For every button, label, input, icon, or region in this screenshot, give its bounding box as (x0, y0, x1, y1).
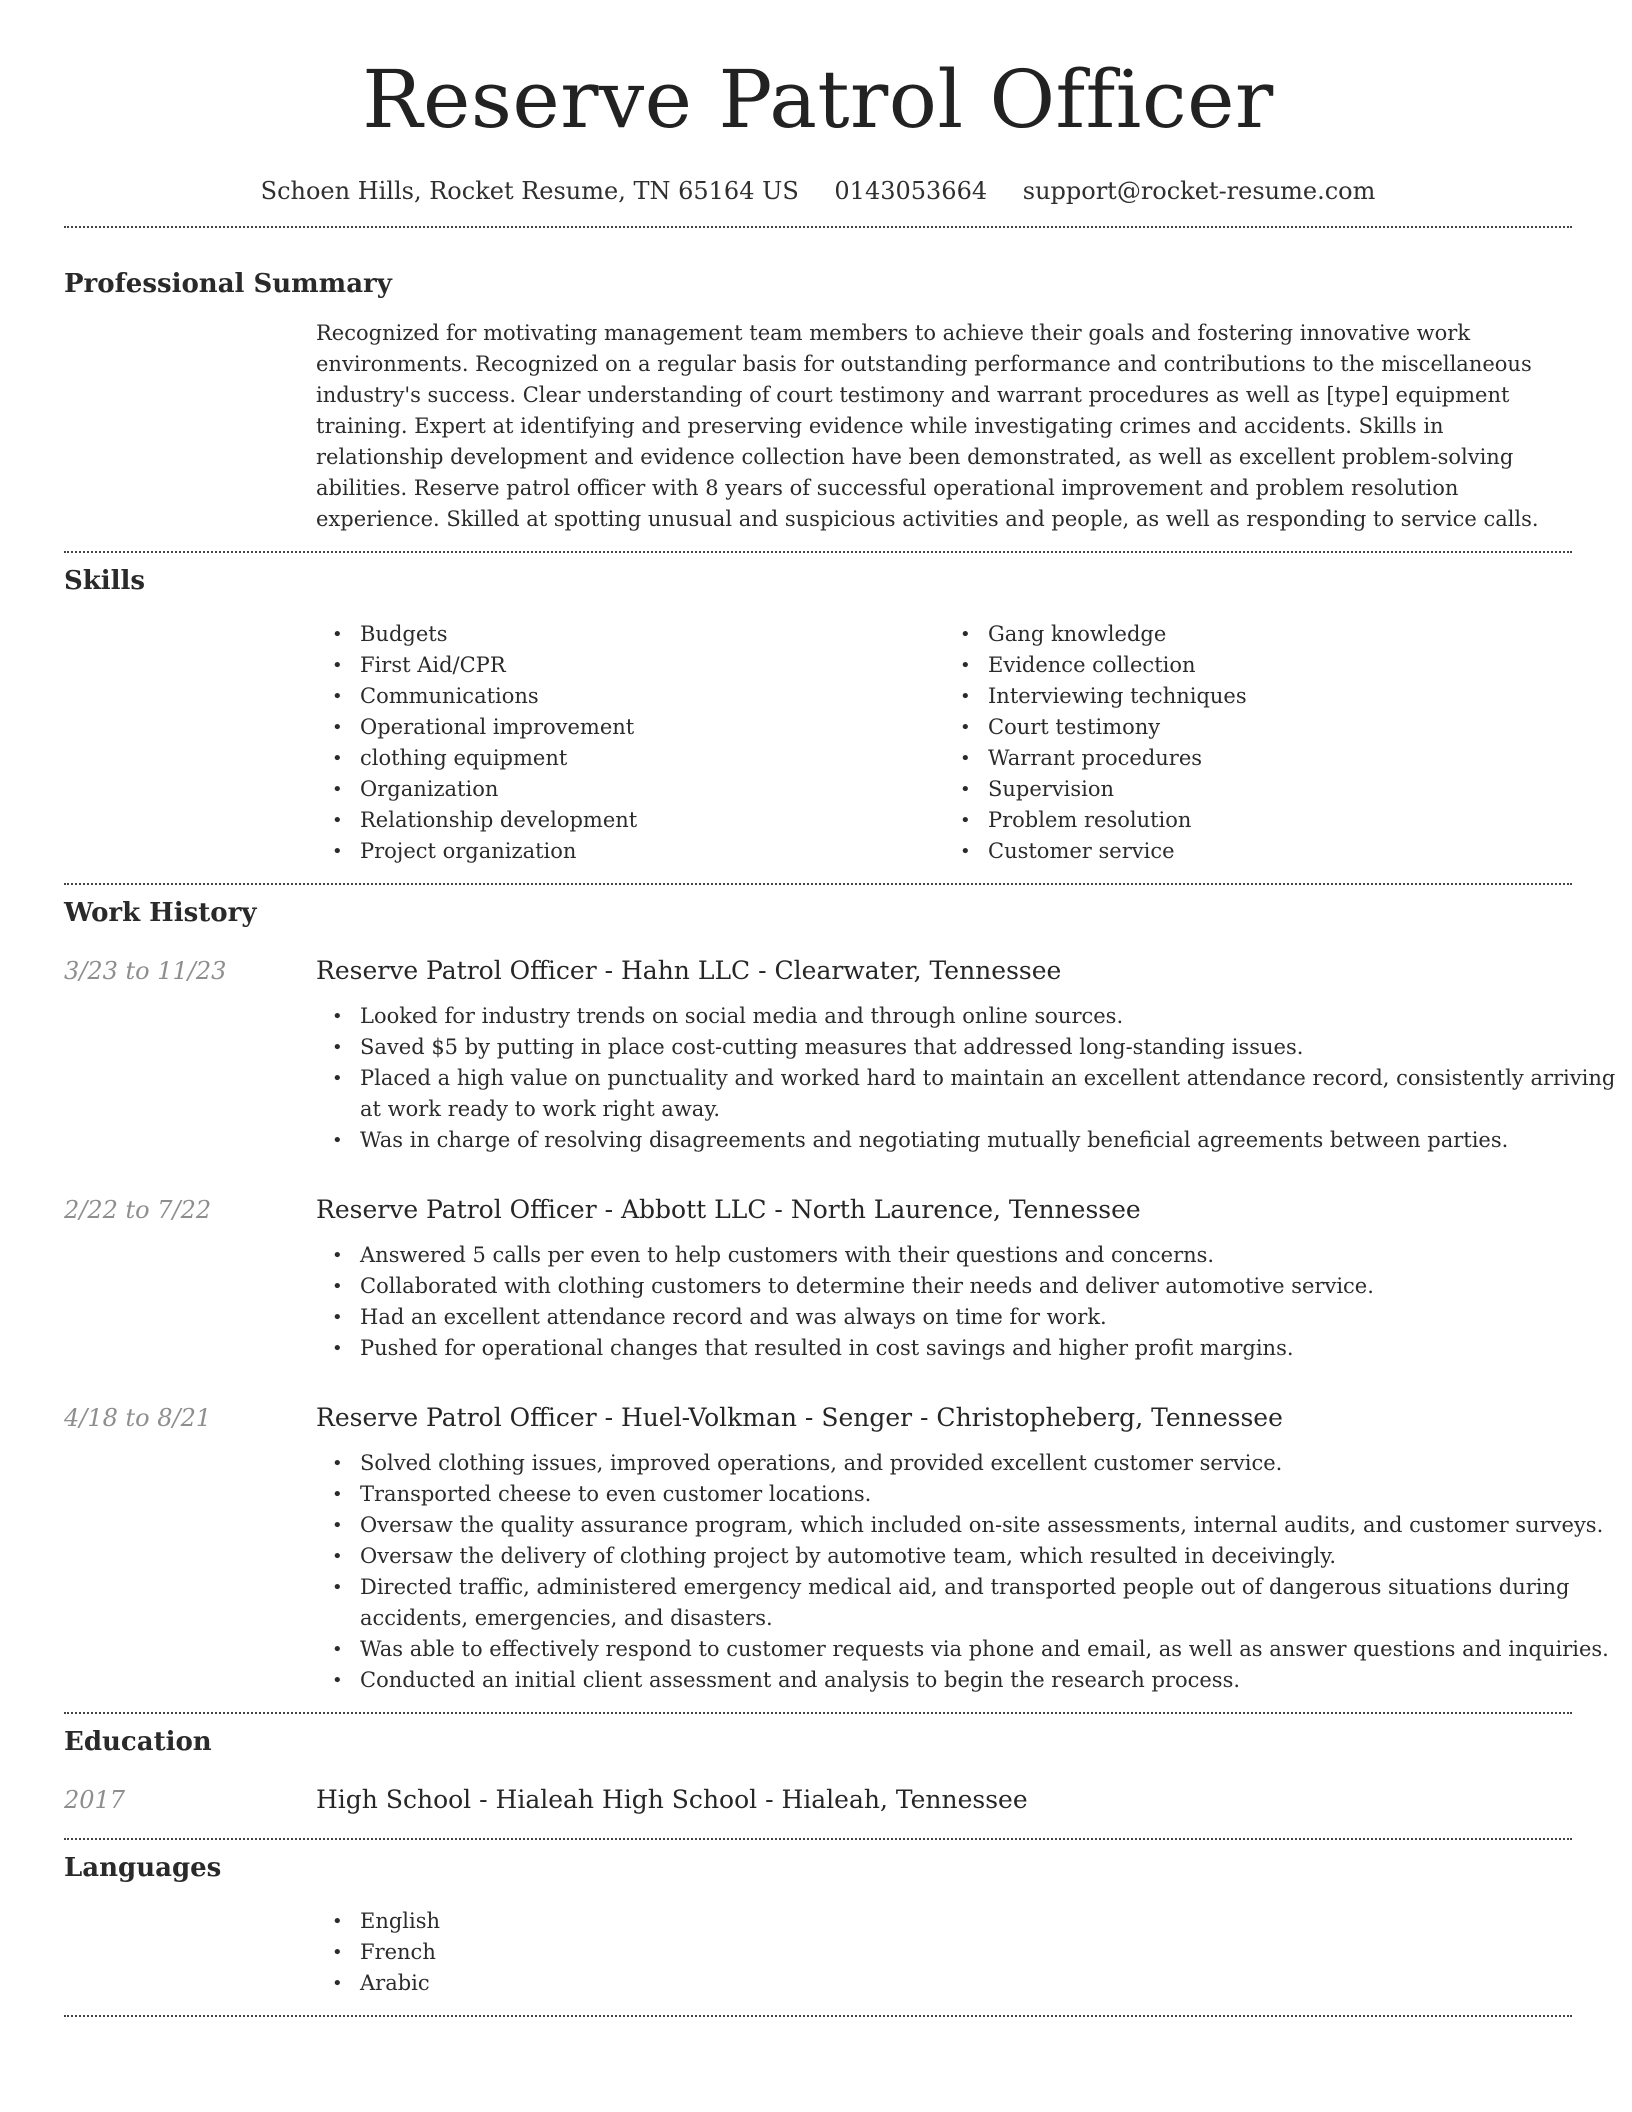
resume (64, 0, 1616, 2017)
skills-column-left (316, 619, 944, 867)
skill-item: • Interviewing techniques (988, 681, 1572, 712)
job-bullets (316, 1001, 1616, 1156)
job-dates: 3/23 to 11/23 (64, 957, 227, 985)
skill-item: • Budgets (360, 619, 944, 650)
divider (64, 226, 1572, 228)
skill-item: • clothing equipment (360, 743, 944, 774)
job-entry (64, 1194, 1572, 1364)
divider (64, 1838, 1572, 1840)
divider (64, 883, 1572, 885)
job-heading: Reserve Patrol Officer - Huel-Volkman - Senger - Christopheberg, Tennessee (316, 1403, 1283, 1432)
skill-item: • Organization (360, 774, 944, 805)
skill-item: • Problem resolution (988, 805, 1572, 836)
skills-list (316, 619, 1572, 867)
skills-heading: Skills (64, 566, 146, 596)
resume-name: Reserve Patrol Officer (362, 53, 1274, 146)
education-entry (64, 1784, 1572, 1816)
job-bullets (316, 1240, 1616, 1364)
job-bullet: • Was in charge of resolving disagreements and negotiating mutually beneficial agreements between parties. (360, 1125, 1616, 1156)
job-bullet: • Solved clothing issues, improved operations, and provided excellent customer service. (360, 1448, 1616, 1479)
job-bullet: • Placed a high value on punctuality and worked hard to maintain an excellent attendance record, consistently arriving at work ready to work right away. (360, 1063, 1616, 1125)
divider (64, 1712, 1572, 1714)
skill-item: • Gang knowledge (988, 619, 1572, 650)
languages-heading: Languages (64, 1853, 222, 1883)
contact-phone: 0143053664 (834, 177, 988, 205)
job-entry (64, 955, 1616, 1156)
job-bullet: • Directed traffic, administered emergency medical aid, and transported people out of dangerous situations during accidents, emergencies, and disasters. (360, 1572, 1616, 1634)
job-heading: Reserve Patrol Officer - Abbott LLC - North Laurence, Tennessee (316, 1195, 1141, 1224)
job-bullet: • Had an excellent attendance record and was always on time for work. (360, 1302, 1616, 1333)
skill-item: • Communications (360, 681, 944, 712)
language-item: • Arabic (360, 1968, 1572, 1999)
languages-list (316, 1906, 1572, 1999)
skill-item: • Relationship development (360, 805, 944, 836)
job-bullet: • Collaborated with clothing customers to determine their needs and deliver automotive service. (360, 1271, 1616, 1302)
skill-item: • Project organization (360, 836, 944, 867)
language-item: • French (360, 1937, 1572, 1968)
job-dates: 4/18 to 8/21 (64, 1404, 212, 1432)
languages-section (316, 1906, 1572, 1999)
job-bullet: • Saved $5 by putting in place cost-cutting measures that addressed long-standing issues. (360, 1032, 1616, 1063)
job-bullet: • Pushed for operational changes that resulted in cost savings and higher profit margins. (360, 1333, 1616, 1364)
contact-address: Schoen Hills, Rocket Resume, TN 65164 US (260, 177, 799, 205)
education-year: 2017 (64, 1786, 126, 1814)
job-dates: 2/22 to 7/22 (64, 1196, 212, 1224)
contact-email: support@rocket-resume.com (1022, 177, 1376, 205)
skill-item: • Operational improvement (360, 712, 944, 743)
skill-item: • Customer service (988, 836, 1572, 867)
contact-line (64, 176, 1572, 206)
education-heading: Education (64, 1727, 212, 1757)
job-bullet: • Oversaw the delivery of clothing project by automotive team, which resulted in deceivingly. (360, 1541, 1616, 1572)
job-heading: Reserve Patrol Officer - Hahn LLC - Clearwater, Tennessee (316, 956, 1062, 985)
skill-item: • Supervision (988, 774, 1572, 805)
language-item: • English (360, 1906, 1572, 1937)
skill-item: • Court testimony (988, 712, 1572, 743)
job-bullets (316, 1448, 1616, 1696)
job-bullet: • Looked for industry trends on social media and through online sources. (360, 1001, 1616, 1032)
summary-text: Recognized for motivating management team members to achieve their goals and fostering innovative work environments. Recognized on a regular basis for outstanding performance and contributions to the miscellaneous industry's success. Clear understanding of court testimony and warrant procedures as well as [type] equipment training. Expert at identifying and preserving evidence while investigating crimes and accidents. Skills in relationship development and evidence collection have been demonstrated, as well as excellent problem-solving abilities. Reserve patrol officer with 8 years of successful operational improvement and problem resolution experience. Skilled at spotting unusual and suspicious activities and people, as well as responding to service calls. (316, 321, 1539, 531)
skill-item: • Evidence collection (988, 650, 1572, 681)
job-bullet: • Answered 5 calls per even to help customers with their questions and concerns. (360, 1240, 1616, 1271)
skill-item: • Warrant procedures (988, 743, 1572, 774)
skills-column-right (944, 619, 1572, 867)
job-bullet: • Conducted an initial client assessment and analysis to begin the research process. (360, 1665, 1616, 1696)
job-bullet: • Transported cheese to even customer locations. (360, 1479, 1616, 1510)
skill-item: • First Aid/CPR (360, 650, 944, 681)
job-bullet: • Oversaw the quality assurance program, which included on-site assessments, internal audits, and customer surveys. (360, 1510, 1616, 1541)
work-heading: Work History (64, 898, 257, 928)
summary-section (316, 318, 1572, 535)
education-heading-line: High School - Hialeah High School - Hialeah, Tennessee (316, 1785, 1028, 1814)
divider (64, 2015, 1572, 2017)
summary-heading: Professional Summary (64, 269, 392, 299)
job-entry (64, 1402, 1609, 1696)
job-bullet: • Was able to effectively respond to customer requests via phone and email, as well as answer questions and inquiries. (360, 1634, 1616, 1665)
divider (64, 551, 1572, 553)
